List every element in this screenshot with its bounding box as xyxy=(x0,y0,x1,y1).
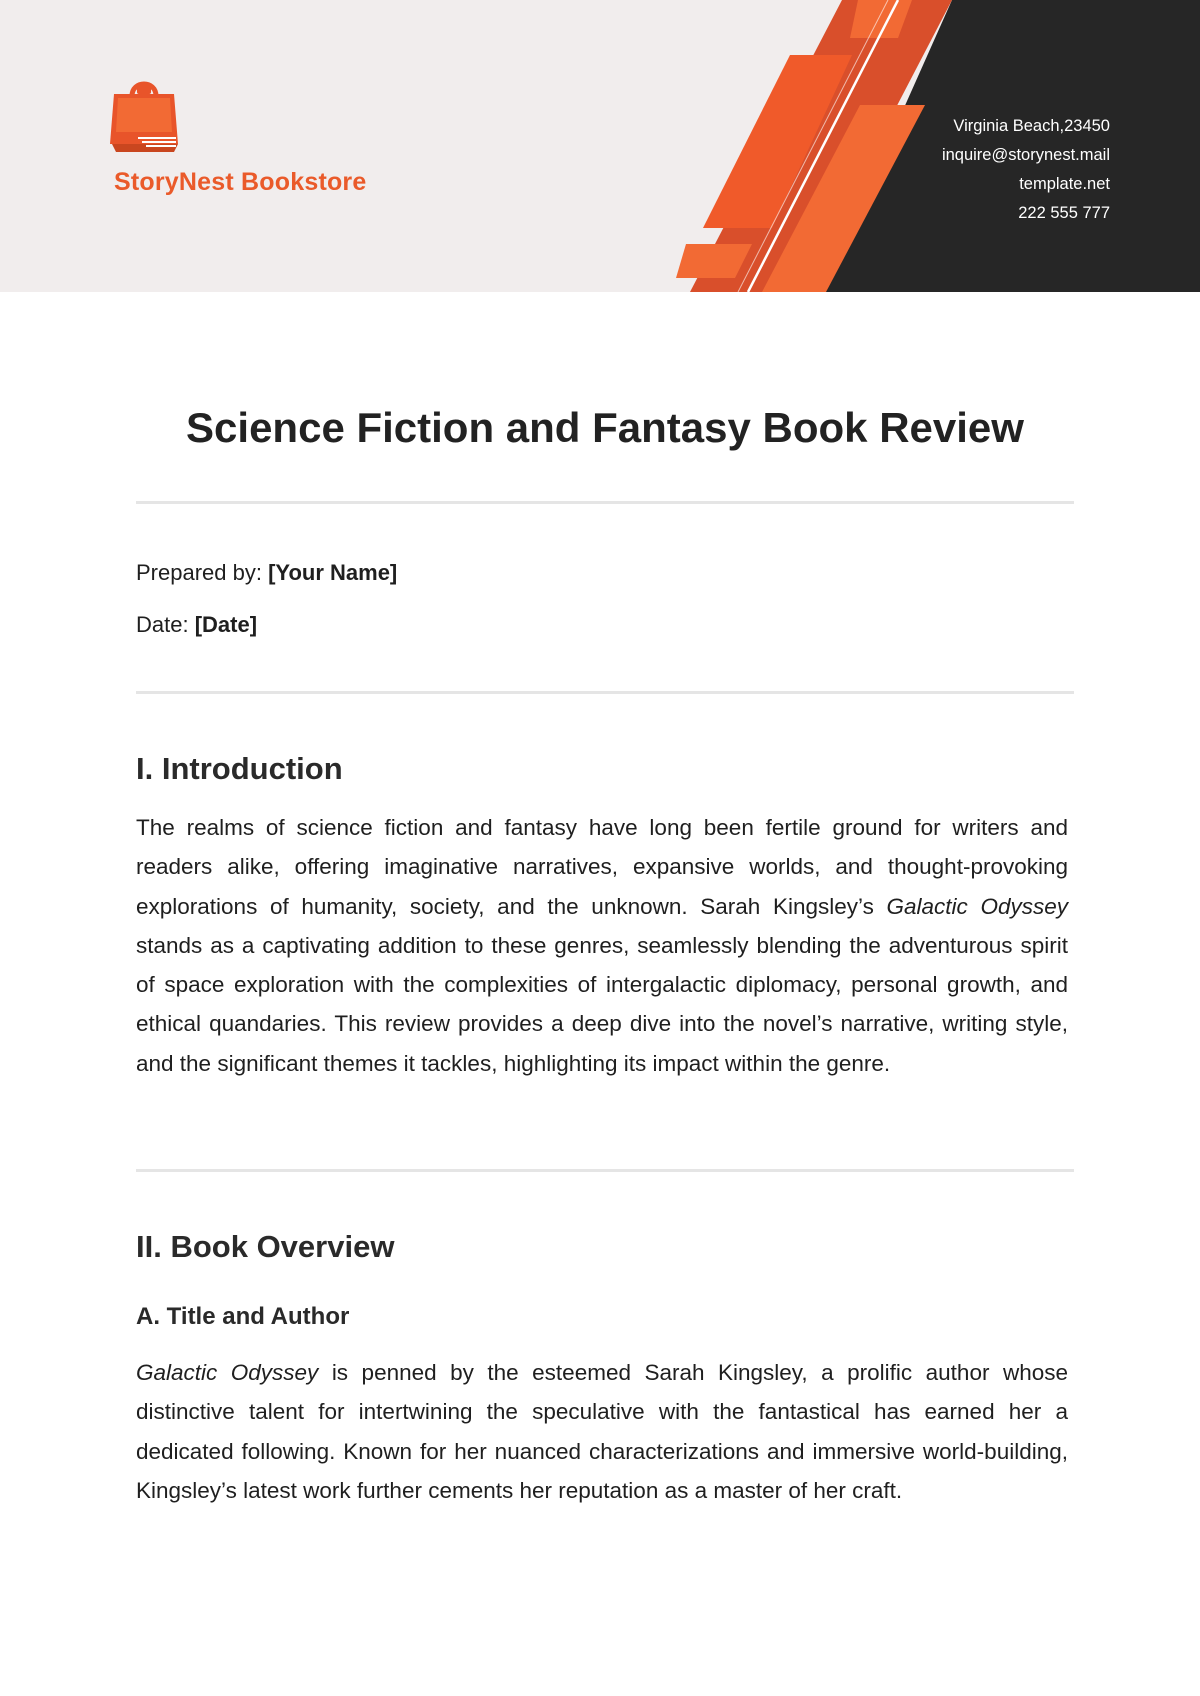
divider xyxy=(136,691,1074,694)
date-label: Date: xyxy=(136,612,189,637)
section-heading-introduction: I. Introduction xyxy=(136,751,343,786)
section-heading-book-overview: II. Book Overview xyxy=(136,1229,395,1264)
subsection-heading-title-author: A. Title and Author xyxy=(136,1303,350,1330)
prepared-by-line xyxy=(136,558,397,588)
brand-name: StoryNest Bookstore xyxy=(114,168,367,196)
contact-email[interactable]: inquire@storynest.mail xyxy=(941,146,1110,164)
title-author-paragraph xyxy=(136,1353,1068,1510)
shopping-bag-book-icon xyxy=(108,74,182,158)
divider xyxy=(136,501,1074,504)
contact-info xyxy=(942,112,1110,228)
contact-phone: 222 555 777 xyxy=(1018,204,1110,222)
contact-website[interactable]: template.net xyxy=(1019,175,1110,193)
date-value: [Date] xyxy=(194,612,258,637)
date-line xyxy=(136,610,257,640)
overview-book-title: Galactic Odyssey xyxy=(136,1360,319,1385)
letterhead xyxy=(0,0,1200,292)
document-title: Science Fiction and Fantasy Book Review xyxy=(186,404,1024,451)
intro-book-title: Galactic Odyssey xyxy=(886,893,1068,919)
intro-text-start: The realms of science fiction and fantasy have long been fertile ground for writers and readers alike, offering imaginative narratives, expansive worlds, and thought-provoking explorations of humanity, society, and the unknown. Sarah Kingsley’s xyxy=(136,815,1068,919)
intro-text-end: stands as a captivating addition to these genres, seamlessly blending the adventurous spirit of space exploration with the complexities of intergalactic diplomacy, personal growth, and ethical quandaries. This review provides a deep dive into the novel’s narrative, writing style, and the significant themes it tackles, highlighting its impact within the genre. xyxy=(136,932,1068,1076)
contact-address: Virginia Beach,23450 xyxy=(953,117,1110,135)
introduction-paragraph xyxy=(136,808,1068,1083)
overview-text: is penned by the esteemed Sarah Kingsley, a prolific author whose distinctive talent for intertwining the speculative with the fantastical has earned her a dedicated following. Known for her nuanced characterizations and immersive world-building, Kingsley’s latest work further cements her reputation as a master of her craft. xyxy=(136,1360,1068,1503)
prepared-by-label: Prepared by: xyxy=(136,560,262,585)
divider xyxy=(136,1169,1074,1172)
prepared-by-value: [Your Name] xyxy=(268,560,398,585)
